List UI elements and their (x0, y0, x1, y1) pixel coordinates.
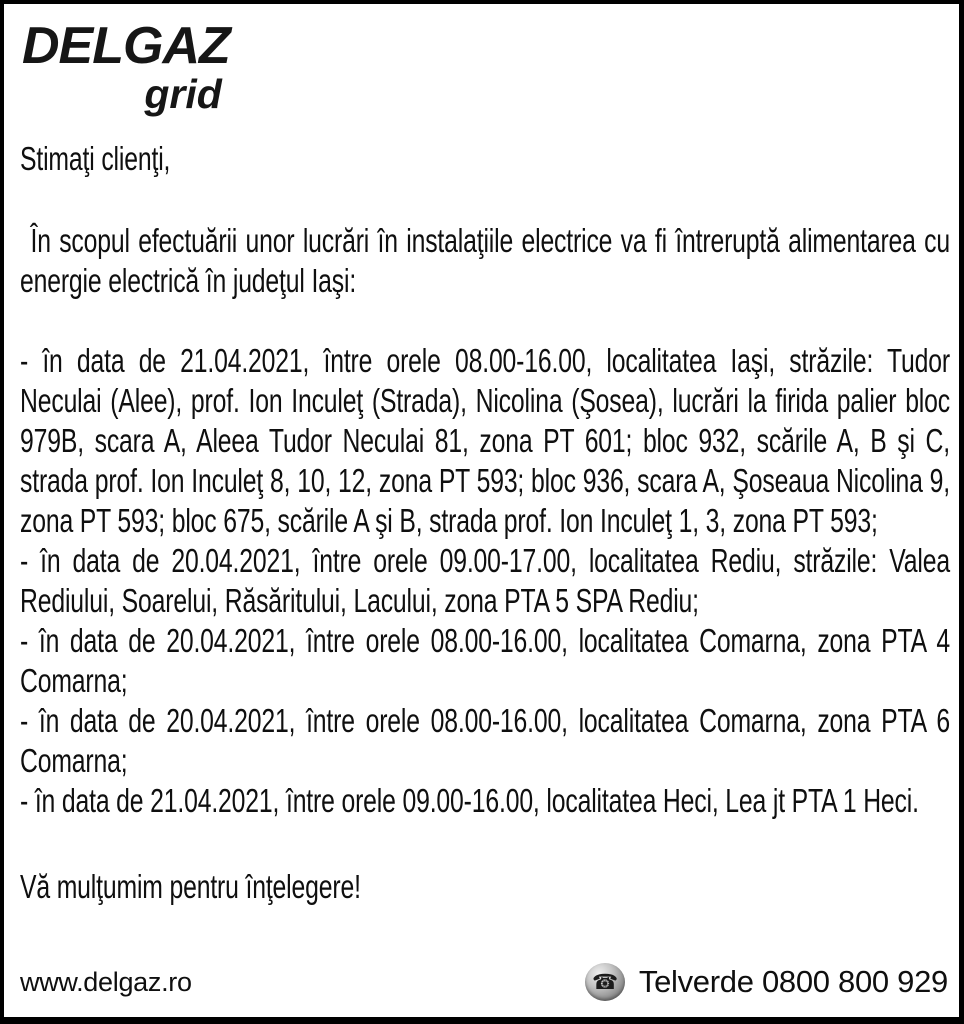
phone-group (585, 963, 948, 1001)
logo-brand-text: DELGAZ (22, 17, 230, 75)
delgaz-grid-logo (22, 17, 230, 117)
telephone-icon: ☎ (585, 963, 625, 1001)
outage-item-rediu: - în data de 20.04.2021, între orele 09.00-17.00, localitatea Rediu, străzile: Valea Rediului, Soarelui, Răsăritului, Lacului, zona PTA 5 SPA Rediu; (20, 542, 950, 619)
closing-text: Vă mulţumim pentru înţelegere! (20, 868, 361, 905)
outage-item-comarna-pta6: - în data de 20.04.2021, între orele 08.00-16.00, localitatea Comarna, zona PTA 6 Comarna; (20, 702, 950, 779)
website-text: www.delgaz.ro (20, 966, 192, 997)
phone-number-text: Telverde 0800 800 929 (638, 964, 948, 999)
footer (20, 963, 948, 1001)
intro-paragraph: În scopul efectuării unor lucrări în instalaţiile electrice va fi întreruptă alimentarea cu energie electrică în judeţul Iaşi: (20, 222, 950, 299)
outage-list (20, 341, 950, 821)
outage-item-comarna-pta4: - în data de 20.04.2021, între orele 08.00-16.00, localitatea Comarna, zona PTA 4 Comarna; (20, 622, 950, 699)
greeting-text: Stimaţi clienţi, (20, 140, 171, 177)
outage-item-iasi: - în data de 21.04.2021, între orele 08.00-16.00, localitatea Iaşi, străzile: Tudor Neculai (Alee), prof. Ion Inculeţ (Strada), Nicolina (Şosea), lucrări la firida palier bloc 979B, scara A, Aleea Tudor Neculai 81, zona PT 601; bloc 932, scările A, B şi C, strada prof. Ion Inculeţ 8, 10, 12, zona PT 593; bloc 936, scara A, Şoseaua Nicolina 9, zona PT 593; bloc 675, scările A şi B, strada prof. Ion Inculeţ 1, 3, zona PT 593; (20, 342, 950, 539)
outage-item-heci: - în data de 21.04.2021, între orele 09.00-16.00, localitatea Heci, Lea jt PTA 1 Heci. (20, 782, 919, 819)
logo-sub-text: grid (144, 71, 222, 117)
notice-body (20, 115, 950, 907)
